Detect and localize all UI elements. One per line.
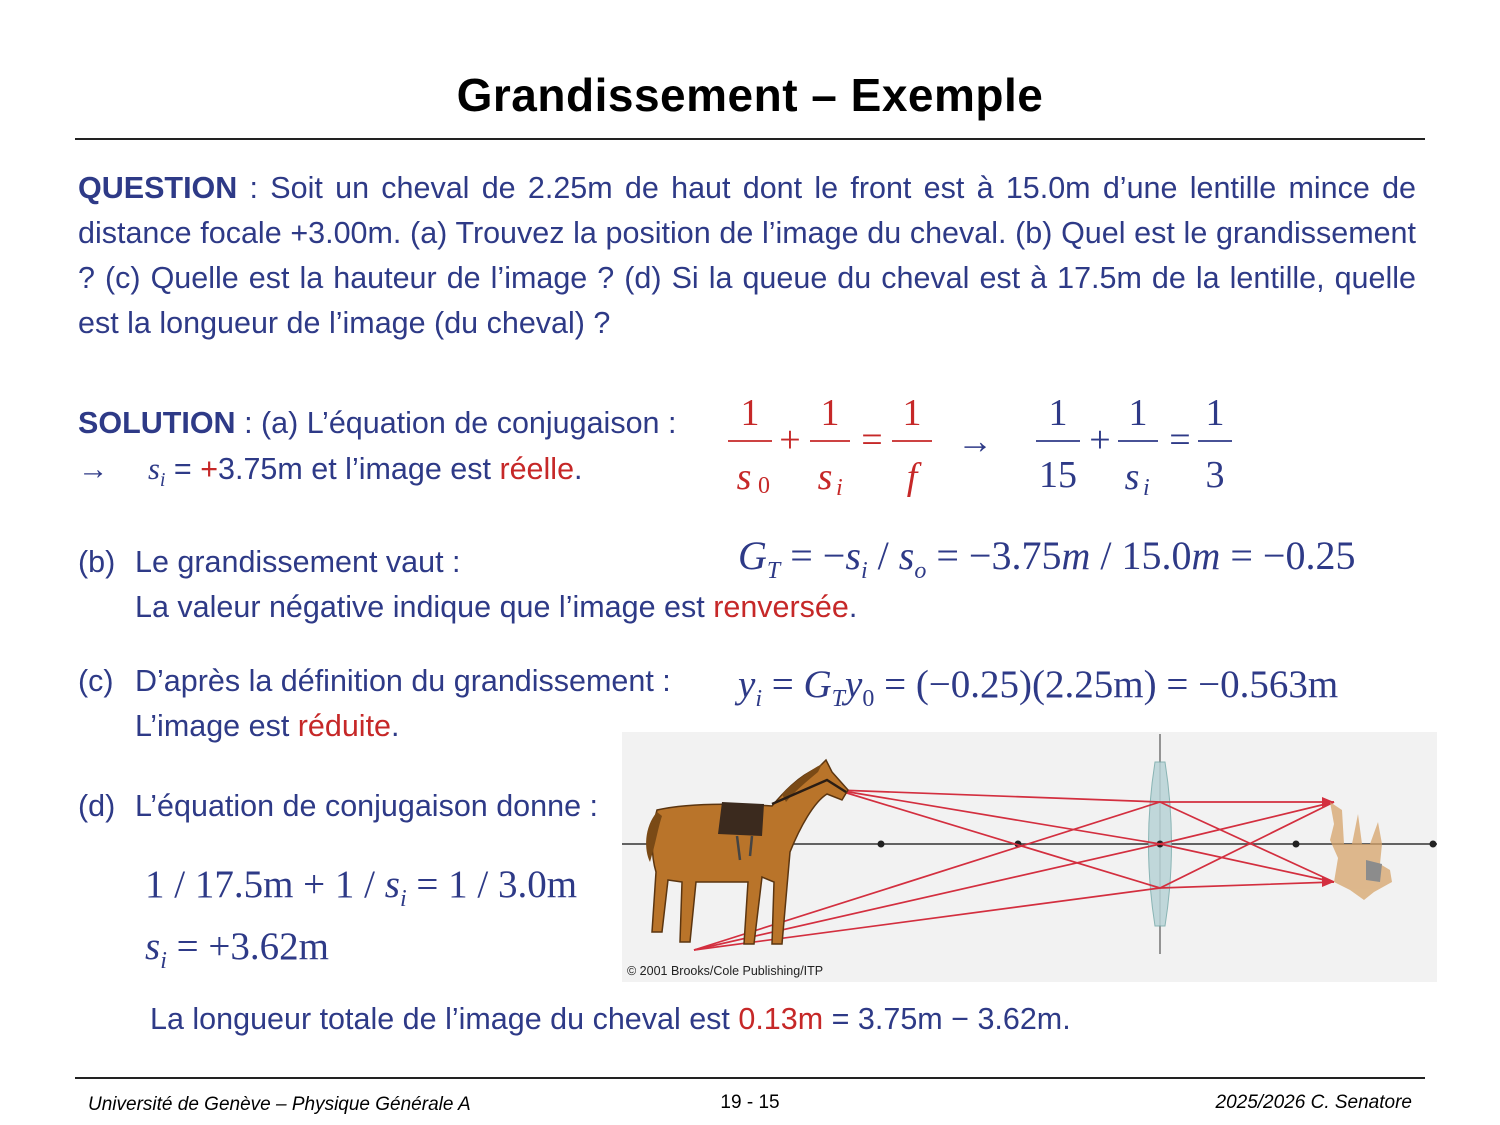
eq-s0: s [736, 456, 752, 498]
slide-title: Grandissement – Exemple [456, 69, 1044, 121]
eq-b-i: i [860, 558, 868, 584]
real-image-word: réelle [499, 452, 575, 486]
eq-equals-1: = [861, 419, 883, 461]
eq-c-eq1: = [761, 663, 804, 706]
eq-d2-i: i [160, 947, 167, 974]
si-end: . [574, 452, 583, 486]
eq-b-m1: m [1061, 533, 1091, 578]
footer-divider [75, 1077, 1425, 1079]
part-d-equation-2 [145, 924, 329, 975]
eq-s0-sub: 0 [758, 473, 770, 499]
eq-b-rest-a: = −3.75 [926, 533, 1062, 578]
footer-page-number: 19 - 15 [720, 1092, 780, 1113]
eq-c-T: T [831, 685, 846, 712]
final-result-line [150, 1002, 1071, 1037]
focal-point-2f-left [878, 841, 885, 848]
eq2-numerator-3: 1 [1205, 392, 1225, 434]
eq-f: f [906, 456, 918, 498]
eq-c-zero: 0 [862, 685, 875, 712]
part-c-end: . [391, 709, 400, 743]
eq-b-eq1: = − [780, 533, 846, 578]
eq2-numerator-1: 1 [1048, 392, 1068, 434]
eq-b-m2: m [1191, 533, 1221, 578]
part-c-text1: D’après la définition du grandissement : [135, 664, 671, 698]
eq-b-G: G [738, 533, 767, 578]
eq-c-y: y [738, 663, 756, 706]
part-b-text1: Le grandissement vaut : [135, 545, 461, 579]
eq-d1-pre: 1 / 17.5m + 1 / [145, 863, 385, 906]
horse-object [646, 760, 848, 944]
eq-d2-s: s [145, 925, 161, 968]
ray-3 [837, 790, 1334, 882]
eq-arrow: → [957, 421, 993, 461]
final-pre: La longueur totale de l’image du cheval est [150, 1002, 739, 1036]
part-d-line1 [78, 789, 598, 824]
part-d-text1: L’équation de conjugaison donne : [135, 789, 598, 823]
eq-b-slash: / [867, 533, 899, 578]
part-d-label: (d) [78, 789, 116, 823]
inverted-word: renversée [713, 590, 849, 624]
solution-a-result [78, 452, 583, 492]
eq-b-o: o [914, 558, 927, 584]
eq-b-T: T [766, 558, 781, 584]
eq-d1-s: s [384, 863, 400, 906]
footer-institution: Université de Genève – Physique Générale A [88, 1094, 471, 1115]
solution-a-text: (a) L’équation de conjugaison : [261, 406, 677, 440]
eq-c-y0: y [845, 663, 863, 706]
eq2-three: 3 [1205, 454, 1225, 496]
ray-1 [837, 790, 1334, 802]
title-divider [75, 138, 1425, 140]
si-variable: s [148, 452, 160, 486]
focal-point-2f-right [1430, 841, 1437, 848]
solution-a-line [78, 406, 676, 441]
eq2-si: s [1124, 456, 1140, 498]
question-text: Soit un cheval de 2.25m de haut dont le front est à 15.0m d’une lentille mince de distance focale +3.00m. (a) Trouvez la position de l’image du cheval. (b) Quel est le grandissement ? (c) Quelle est la hauteur de l’image ? (d) Si la queue du cheval est à 17.5m de la lentille, quelle est la longueur de l’image (du cheval) ? [78, 171, 1416, 340]
part-b-line2 [135, 590, 857, 625]
horse-image [1330, 802, 1392, 900]
eq2-plus: + [1089, 419, 1111, 461]
eq-b-rest-c: = −0.25 [1220, 533, 1356, 578]
question-sep: : [237, 171, 271, 205]
eq-b-s: s [845, 533, 861, 578]
eq-c-G: G [803, 663, 832, 706]
part-b-text2: La valeur négative indique que l’image est [135, 590, 714, 624]
part-d-equation-1 [145, 862, 577, 913]
part-c-line2 [135, 709, 400, 744]
eq-c-rest: = (−0.25)(2.25m) = −0.563m [874, 663, 1339, 706]
eq-d1-i: i [399, 885, 407, 912]
eq-b-rest-b: / 15.0 [1090, 533, 1192, 578]
eq2-equals: = [1169, 419, 1191, 461]
eq-si-sub: i [836, 475, 843, 501]
eq-d2-post: = +3.62m [166, 925, 329, 968]
eq-d1-post: = 1 / 3.0m [406, 863, 578, 906]
si-equals: = [165, 452, 201, 486]
eq-plus-1: + [779, 419, 801, 461]
part-b-label: (b) [78, 545, 116, 579]
eq-numerator-2: 1 [820, 392, 840, 434]
magnification-equation [738, 532, 1355, 585]
si-value: 3.75m et l’image est [218, 452, 500, 486]
si-plus: + [200, 452, 219, 486]
part-b-line1 [78, 545, 461, 580]
focal-point-right [1293, 841, 1300, 848]
footer-author: 2025/2026 C. Senatore [1215, 1092, 1412, 1113]
eq-numerator-3: 1 [902, 392, 922, 434]
si-subscript: i [159, 469, 166, 492]
eq-si: s [817, 456, 833, 498]
part-c-label: (c) [78, 664, 114, 698]
part-c-text2: L’image est [135, 709, 298, 743]
image-height-equation [738, 662, 1338, 713]
final-length: 0.13m [738, 1002, 824, 1036]
lens-equation [720, 385, 1240, 505]
solution-sep: : [235, 406, 262, 440]
question-label: QUESTION [78, 171, 238, 205]
question-paragraph [78, 166, 1416, 346]
part-c-line1 [78, 664, 671, 699]
solution-label: SOLUTION [78, 406, 236, 440]
part-b-end: . [848, 590, 858, 624]
eq-numerator-1: 1 [740, 392, 760, 434]
final-post: = 3.75m − 3.62m. [823, 1002, 1071, 1036]
ray-diagram-figure [622, 732, 1437, 982]
figure-credit: © 2001 Brooks/Cole Publishing/ITP [627, 964, 824, 978]
eq2-si-sub: i [1143, 475, 1150, 501]
eq2-numerator-2: 1 [1128, 392, 1148, 434]
eq-b-s2: s [898, 533, 915, 578]
result-arrow: → [78, 452, 109, 486]
reduced-word: réduite [297, 709, 392, 743]
eq2-fifteen: 15 [1039, 454, 1077, 496]
eq-c-i: i [755, 685, 762, 712]
ray-diagram [622, 732, 1437, 982]
